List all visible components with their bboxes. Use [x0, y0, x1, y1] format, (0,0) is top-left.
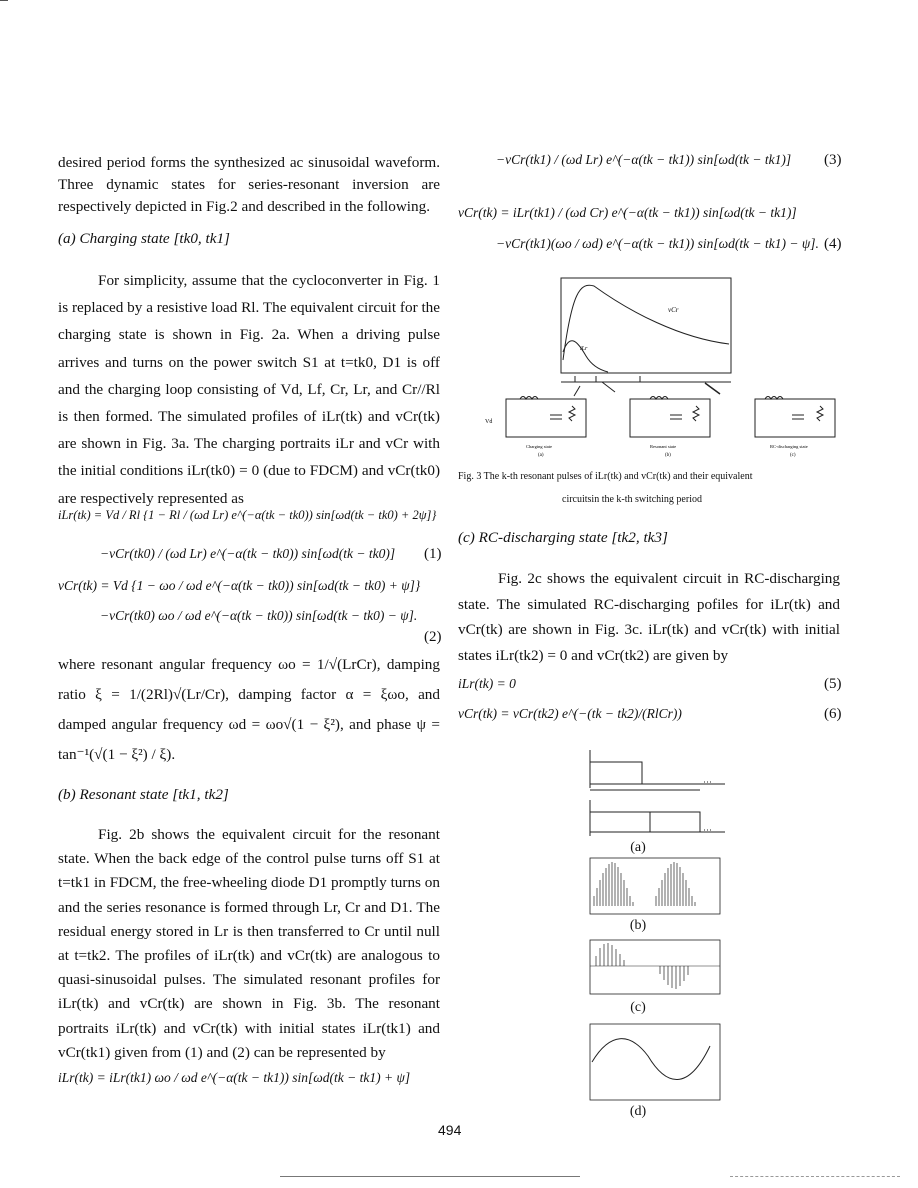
fig3-source-label: Vd: [485, 419, 493, 425]
page-number: 494: [438, 1122, 462, 1138]
corner-mark: [0, 0, 8, 1]
equation-3a: iLr(tk) = iLr(tk1) ωo / ωd e^(−α(tk − tk1)) sin[ωd(tk − tk1) + ψ]: [58, 1070, 411, 1085]
fig3-sub-label-b: Resonant state: [650, 444, 677, 449]
equation-5: iLr(tk) = 0: [458, 676, 516, 691]
bottom-rule-right: [730, 1176, 900, 1177]
equation-2b: −vCr(tk0) ωo / ωd e^(−α(tk − tk0)) sin[ωd(tk − tk0) − ψ].: [100, 608, 418, 623]
figure-c-label: (c): [630, 1000, 646, 1015]
fig3-circuit-b: [630, 397, 710, 438]
fig3-sub-tag-a: (a): [538, 453, 544, 458]
fig3-caption-line1: Fig. 3 The k-th resonant pulses of iLr(tk) and vCr(tk) and their equivalent: [458, 471, 753, 482]
equation-4b: −vCr(tk1)(ωo / ωd) e^(−α(tk − tk1)) sin[ωd(tk − tk1) − ψ].: [496, 236, 819, 251]
figure-c-waveform: [560, 938, 730, 1000]
fig3-caption-line2: circuitsin the k-th switching period: [562, 494, 702, 505]
resonant-paragraph: Fig. 2b shows the equivalent circuit for the resonant state. When the back edge of the control pulse turns off S1 at t=tk1 in FDCM, the free-wheeling diode D1 promptly turns on and the series resonance is formed through Lr, Cr and D1. The residual energy stored in Lr is then transferred to Cr until null at t=tk2. The profiles of iLr(tk) and vCr(tk) are analogous to quasi-sinusoidal pulses. The simulated resonant profiles for iLr(tk) and vCr(tk) are shown in Fig. 3b. The resonant portraits iLr(tk) and vCr(tk) with initial states iLr(tk1) and vCr(tk1) given from (1) and (2) can be represented by: [58, 826, 440, 1061]
figure-b-label: (b): [629, 918, 647, 933]
charging-paragraph: For simplicity, assume that the cycloconverter in Fig. 1 is replaced by a resistive load Rl. The equivalent circuit for the charging state is shown in Fig. 2a. When a driving pulse arrives and turns on the power switch S1 at t=tk0, D1 is off and the charging loop consisting of Vd, Lf, Cr, Lr, and Cr//Rl is then formed. The simulated profiles of iLr(tk) and vCr(tk) are shown in Fig. 3a. The charging portraits iLr and vCr with the initial conditions iLr(tk0) = 0 (due to FDCM) and vCr(tk0) are respectively represented as: [58, 272, 440, 507]
heading-resonant-state: (b) Resonant state [tk1, tk2]: [58, 786, 229, 803]
heading-rc-discharging-state: (c) RC-discharging state [tk2, tk3]: [458, 529, 668, 546]
fig3-label-v: vCr: [668, 306, 679, 314]
fig3-plot: [561, 278, 731, 396]
equation-3-number: (3): [824, 152, 842, 168]
equation-1b: −vCr(tk0) / (ωd Lr) e^(−α(tk − tk0)) sin[ωd(tk − tk0)]: [100, 546, 396, 561]
fig3-label-i: iLr: [580, 346, 588, 352]
fig3-figure: [480, 272, 850, 462]
figure-d-sine-wave: [560, 1022, 730, 1104]
fig3-sub-label-c: RC-discharging state: [770, 444, 808, 449]
fig3-circuit-c: [755, 397, 835, 438]
figure-a-label: (a): [630, 840, 646, 855]
equation-4a: vCr(tk) = iLr(tk1) / (ωd Cr) e^(−α(tk − tk1)) sin[ωd(tk − tk1)]: [458, 205, 797, 220]
fig3-sub-label-a: Charging state: [526, 444, 553, 449]
where-paragraph: where resonant angular frequency ωo = 1/√(LrCr), damping ratio ξ = 1/(2Rl)√(Lr/Cr), damping factor α = ξωo, and damped angular frequency ωd = ωo√(1 − ξ²), and phase ψ = tan⁻¹(√(1 − ξ²) / ξ).: [58, 656, 440, 763]
figure-b-waveform: [560, 856, 730, 918]
equation-2-number: (2): [424, 629, 442, 645]
equation-5-number: (5): [824, 676, 842, 692]
figure-d-label: (d): [629, 1104, 647, 1119]
equation-2a: vCr(tk) = Vd {1 − ωo / ωd e^(−α(tk − tk0)) sin[ωd(tk − tk0) + ψ]}: [58, 578, 421, 593]
intro-paragraph: desired period forms the synthesized ac sinusoidal waveform. Three dynamic states for series-resonant inversion are respectively depicted in Fig.2 and described in the following.: [58, 154, 440, 215]
equation-6-number: (6): [824, 706, 842, 722]
equation-1a: iLr(tk) = Vd / Rl {1 − Rl / (ωd Lr) e^(−α(tk − tk0)) sin[ωd(tk − tk0) + 2ψ]}: [58, 508, 437, 522]
rc-discharging-paragraph: Fig. 2c shows the equivalent circuit in RC-discharging state. The simulated RC-discharging pofiles for iLr(tk) and vCr(tk) are shown in Fig. 3c. iLr(tk) and vCr(tk) with initial states iLr(tk2) = 0 and vCr(tk2) are given by: [458, 570, 840, 664]
fig3-circuit-a: [485, 397, 586, 438]
figure-b-pulses: [594, 862, 695, 906]
fig3-sub-tag-b: (b): [665, 453, 671, 458]
heading-charging-state: (a) Charging state [tk0, tk1]: [58, 230, 230, 247]
equation-3b: −vCr(tk1) / (ωd Lr) e^(−α(tk − tk1)) sin[ωd(tk − tk1)]: [496, 152, 792, 167]
equation-6: vCr(tk) = vCr(tk2) e^(−(tk − tk2)/(RlCr)): [458, 706, 682, 721]
fig3-sub-tag-c: (c): [790, 453, 796, 458]
figure-a-control-pulses: [560, 746, 730, 838]
bottom-rule-left: [280, 1176, 580, 1177]
equation-4-number: (4): [824, 236, 842, 252]
equation-1-number: (1): [424, 546, 442, 562]
